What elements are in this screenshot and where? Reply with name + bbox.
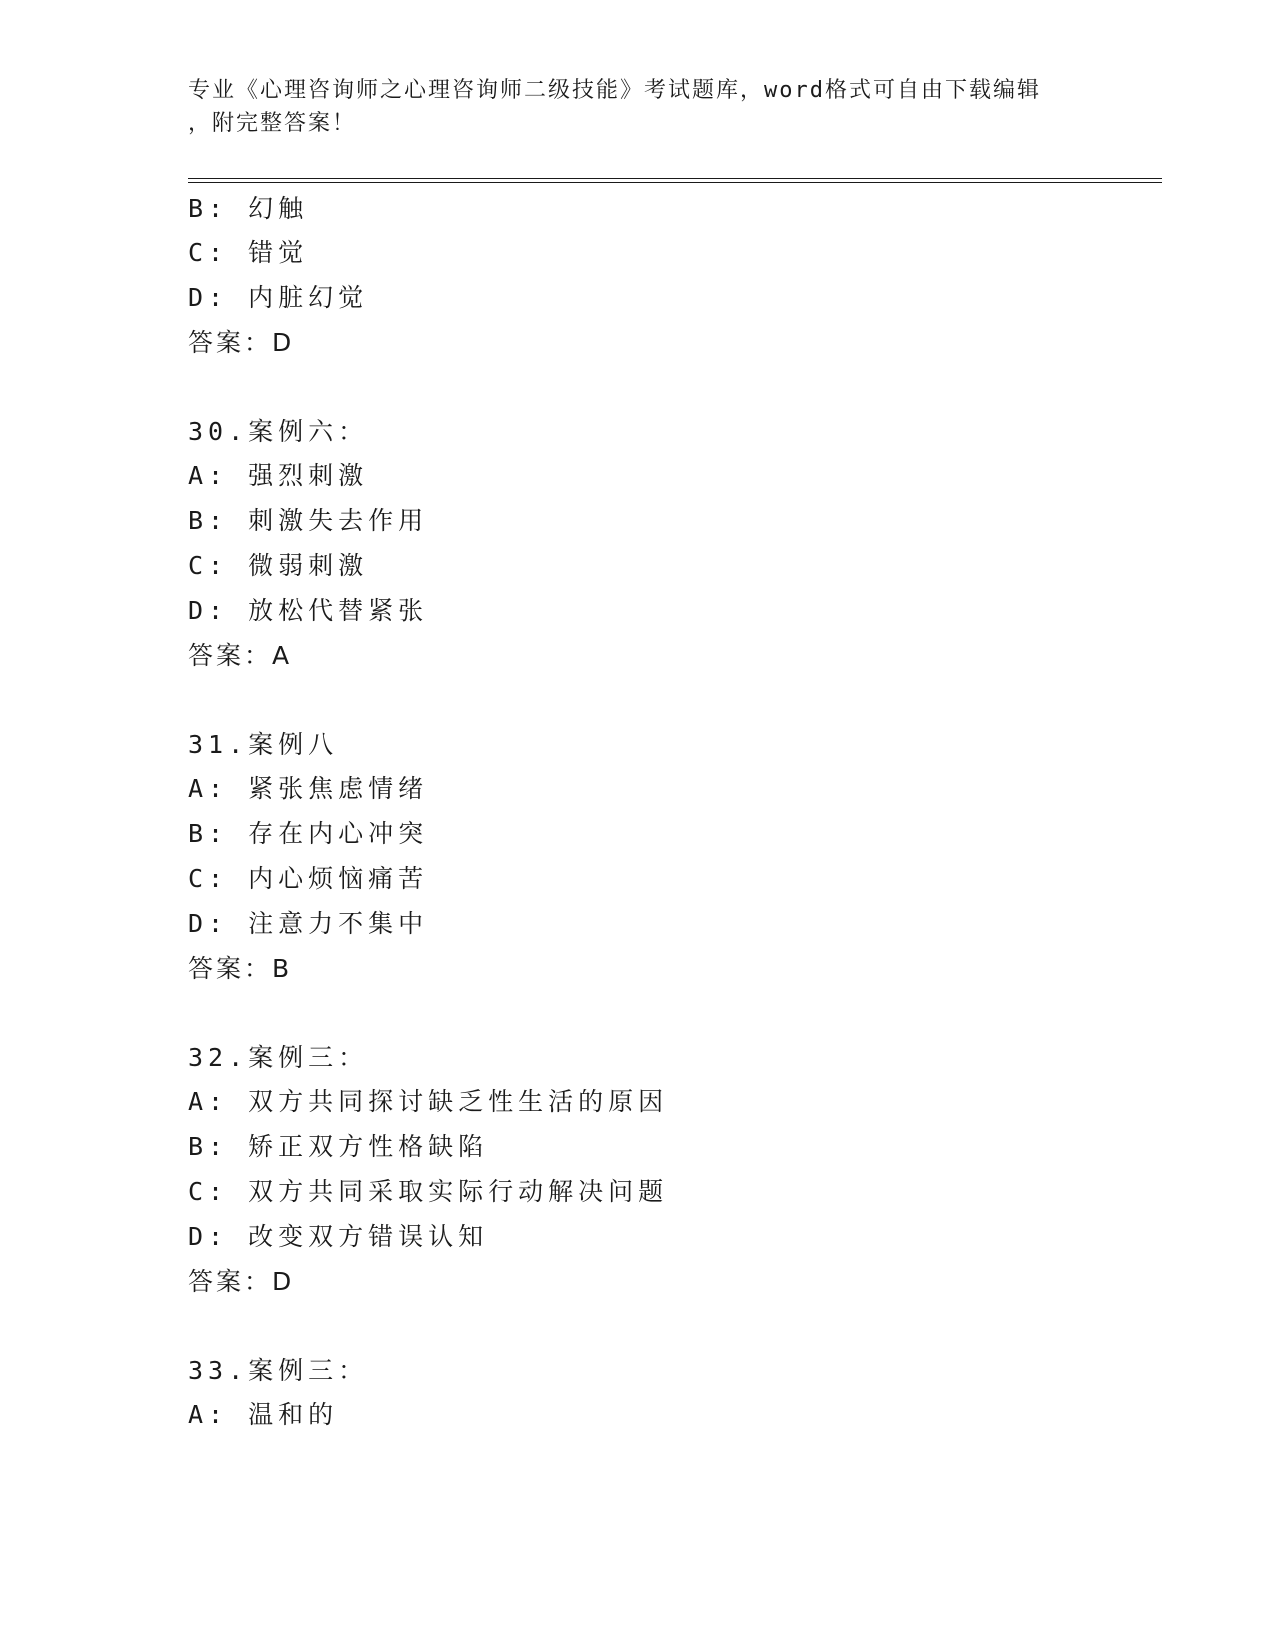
question-33: 33.案例三： xyxy=(188,1356,369,1385)
option-d-q32: D: 改变双方错误认知 xyxy=(188,1222,489,1251)
option-d-q29: D: 内脏幻觉 xyxy=(188,283,369,312)
answer-q32: 答案：D xyxy=(188,1267,295,1296)
option-b-q30: B: 刺激失去作用 xyxy=(188,506,429,535)
question-31: 31.案例八 xyxy=(188,730,339,759)
question-32: 32.案例三： xyxy=(188,1043,369,1072)
option-a-q32: A: 双方共同探讨缺乏性生活的原因 xyxy=(188,1087,669,1116)
document-header xyxy=(188,74,1088,140)
option-b-q29: B: 幻触 xyxy=(188,194,309,223)
option-a-q30: A: 强烈刺激 xyxy=(188,461,369,490)
option-b-q32: B: 矫正双方性格缺陷 xyxy=(188,1132,489,1161)
answer-q29: 答案：D xyxy=(188,328,295,357)
question-30: 30.案例六： xyxy=(188,417,369,446)
header-divider xyxy=(188,178,1162,183)
header-line-2: ，附完整答案！ xyxy=(188,111,357,136)
answer-q31: 答案：B xyxy=(188,954,293,983)
option-c-q30: C: 微弱刺激 xyxy=(188,551,369,580)
option-b-q31: B: 存在内心冲突 xyxy=(188,819,429,848)
option-a-q33: A: 温和的 xyxy=(188,1400,339,1429)
option-c-q29: C: 错觉 xyxy=(188,238,309,267)
option-c-q31: C: 内心烦恼痛苦 xyxy=(188,864,429,893)
option-c-q32: C: 双方共同采取实际行动解决问题 xyxy=(188,1177,669,1206)
header-line-1: 专业《心理咨询师之心理咨询师二级技能》考试题库，word格式可自由下载编辑 xyxy=(188,78,1041,103)
option-d-q31: D: 注意力不集中 xyxy=(188,909,429,938)
option-a-q31: A: 紧张焦虑情绪 xyxy=(188,774,429,803)
option-d-q30: D: 放松代替紧张 xyxy=(188,596,429,625)
answer-q30: 答案：A xyxy=(188,641,293,670)
